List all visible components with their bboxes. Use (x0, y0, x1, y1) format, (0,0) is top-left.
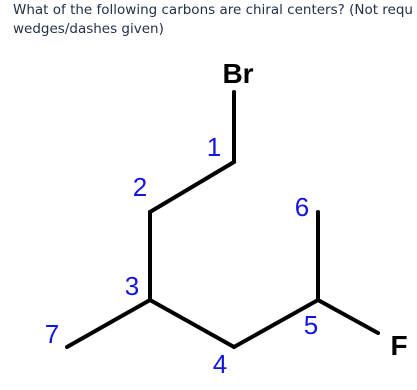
atom-fluorine: F (390, 330, 408, 361)
bond-c1-c2 (150, 162, 234, 212)
carbon-number-3: 3 (124, 271, 140, 301)
question-line-1: What of the following carbons are chiral centers? (Not requ (13, 2, 413, 18)
carbon-number-1: 1 (206, 132, 222, 162)
carbon-number-6: 6 (294, 192, 310, 222)
bond-c5-f (318, 300, 378, 333)
atom-bromine: Br (222, 58, 254, 89)
carbon-number-2: 2 (132, 172, 148, 202)
carbon-number-4: 4 (212, 349, 228, 379)
bond-c3-c4 (150, 300, 234, 347)
carbon-number-7: 7 (44, 319, 60, 349)
bond-c3-c7 (67, 300, 150, 347)
carbon-number-5: 5 (303, 310, 319, 340)
question-line-2: wedges/dashes given) (13, 21, 164, 37)
